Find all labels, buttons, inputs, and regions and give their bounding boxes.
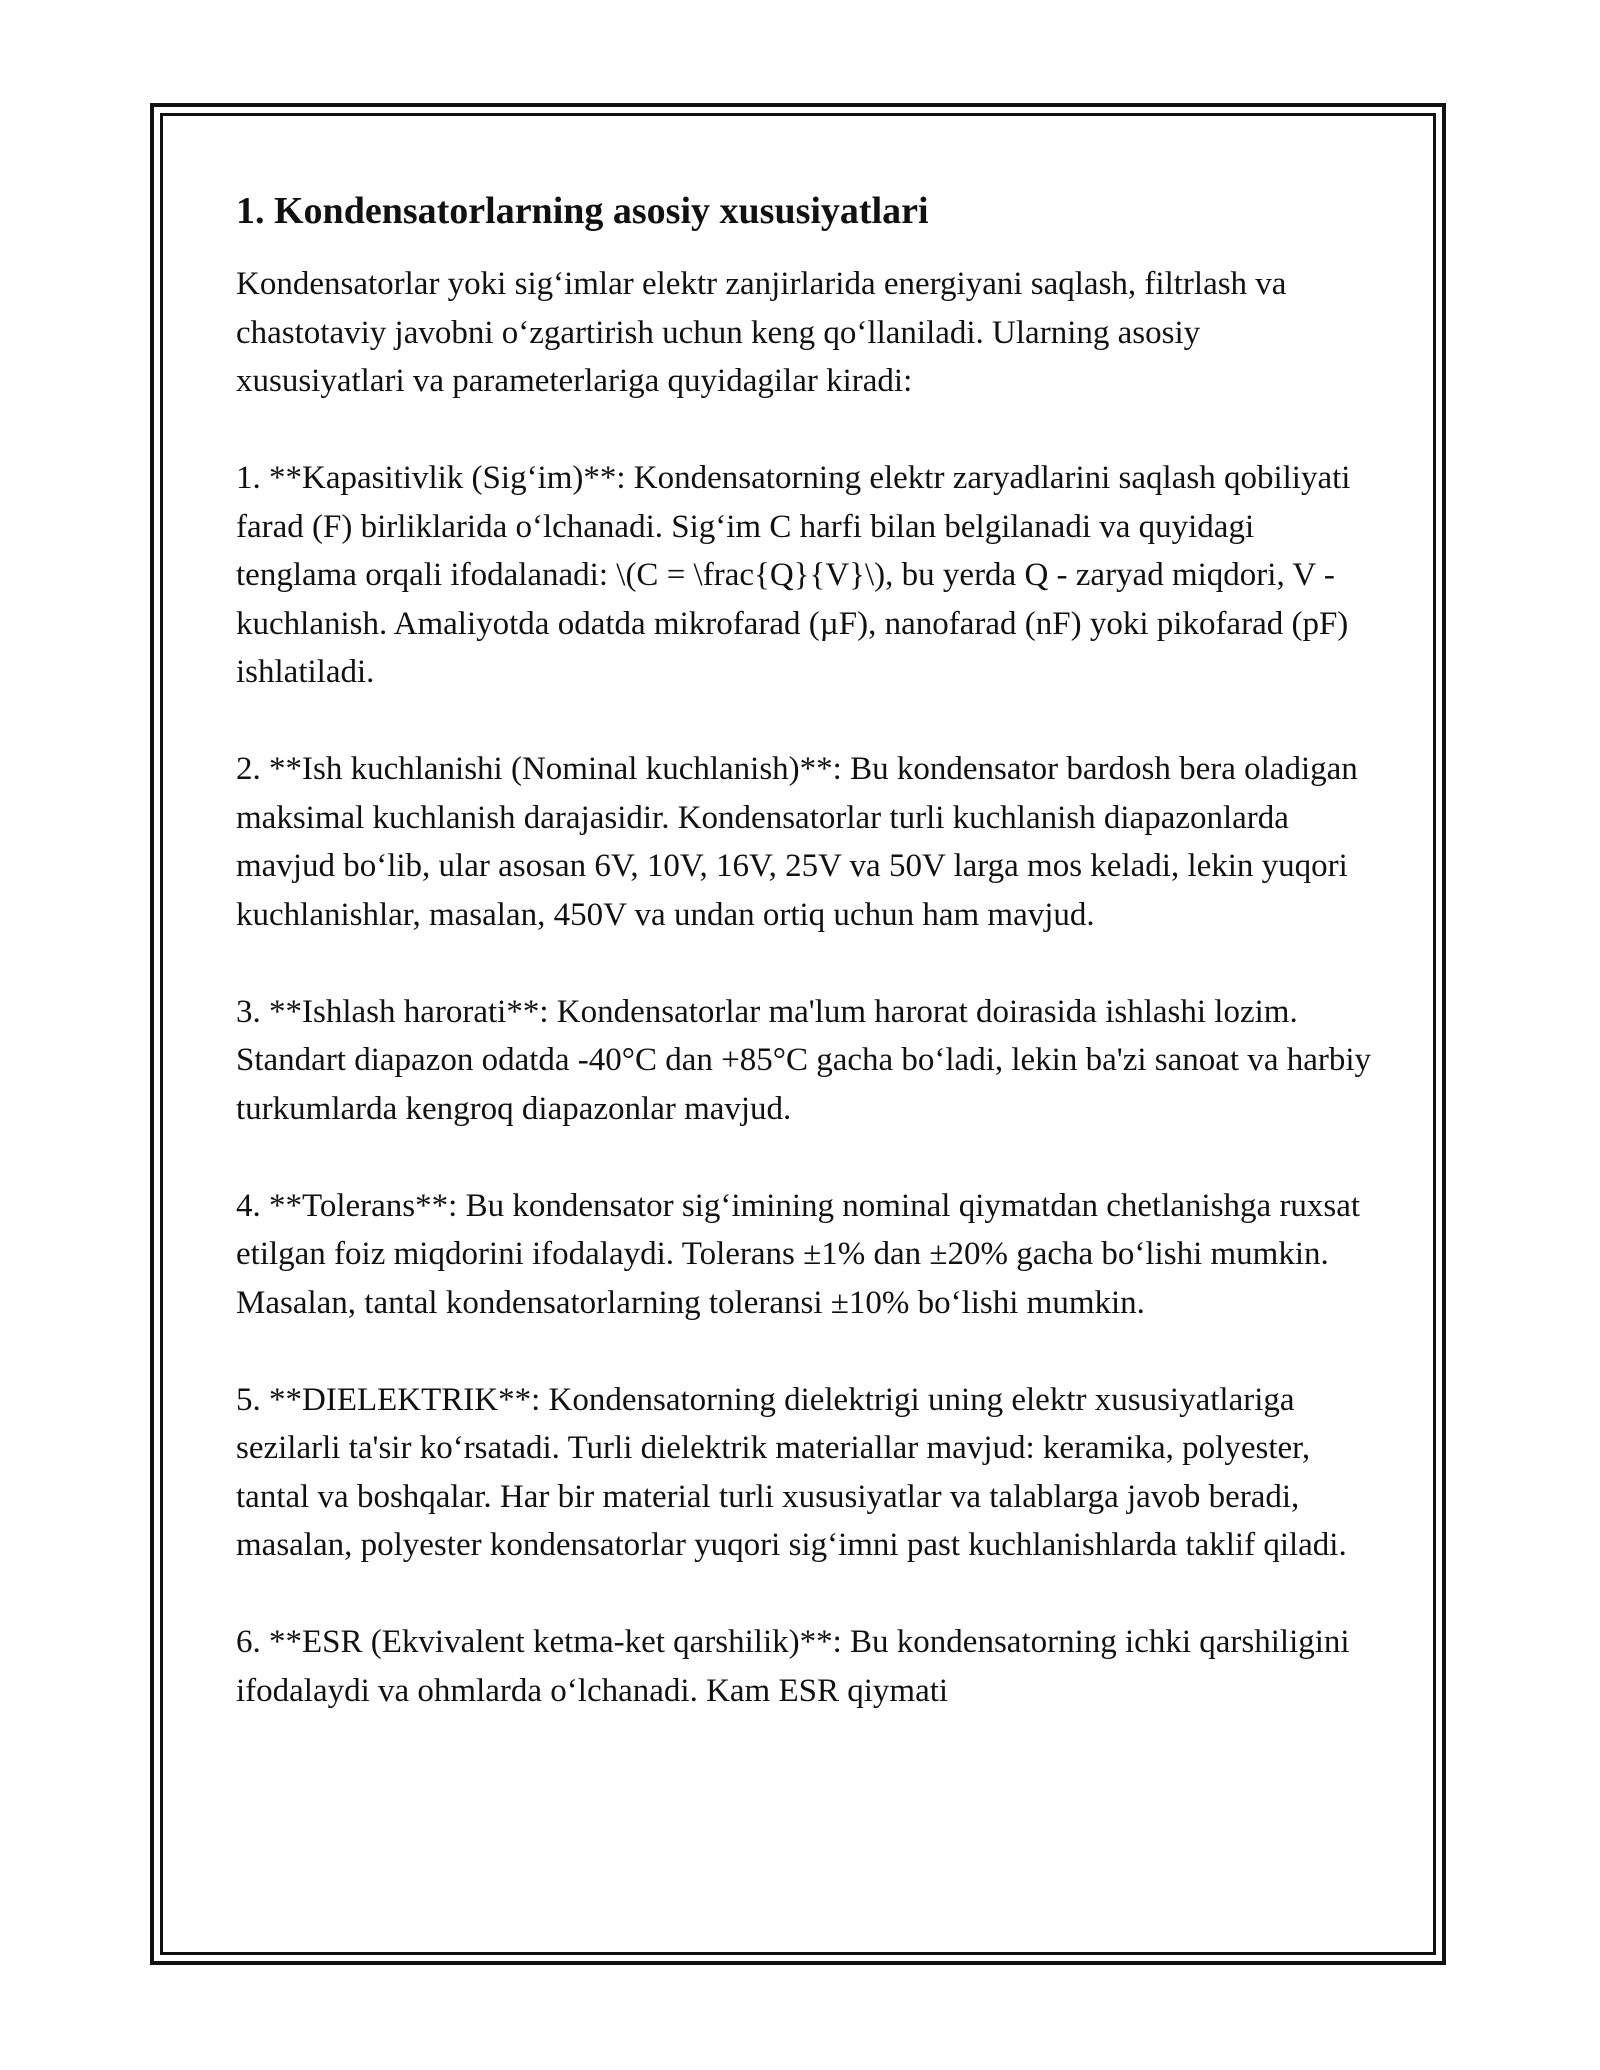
item-capacitance: 1. **Kapasitivlik (Sig‘im)**: Kondensatorning elektr zaryadlarini saqlash qobiliyati farad (F) birliklarida o‘lchanadi. Sig‘im C harfi bilan belgilanadi va quyidagi tenglama orqali ifodalanadi: \(C = \frac{Q}{V}\), bu yerda Q - zaryad miqdori, V - kuchlanish. Amaliyotda odatda mikrofarad (µF), nanofarad (nF) yoki pikofarad (pF) ishlatiladi. bbox=[236, 460, 1351, 690]
item-rated-voltage: 2. **Ish kuchlanishi (Nominal kuchlanish)**: Bu kondensator bardosh bera oladigan maksimal kuchlanish darajasidir. Kondensatorlar turli kuchlanish diapazonlarda mavjud bo‘lib, ular asosan 6V, 10V, 16V, 25V va 50V larga mos keladi, lekin yuqori kuchlanishlar, masalan, 450V va undan ortiq uchun ham mavjud. bbox=[236, 751, 1358, 933]
section-heading: 1. Kondensatorlarning asosiy xususiyatlari bbox=[236, 190, 929, 232]
item-tolerance: 4. **Tolerans**: Bu kondensator sig‘imining nominal qiymatdan chetlanishga ruxsat etilgan foiz miqdorini ifodalaydi. Tolerans ±1% dan ±20% gacha bo‘lishi mumkin. Masalan, tantal kondensatorlarning toleransi ±10% bo‘lishi mumkin. bbox=[236, 1187, 1361, 1321]
document-body bbox=[236, 186, 1376, 1764]
item-dielectric: 5. **DIELEKTRIK**: Kondensatorning dielektrigi uning elektr xususiyatlariga sezilarli ta'sir ko‘rsatadi. Turli dielektrik materiallar mavjud: keramika, polyester, tantal va boshqalar. Har bir material turli xususiyatlar va talablarga javob beradi, masalan, polyester kondensatorlar yuqori sig‘imni past kuchlanishlarda taklif qiladi. bbox=[236, 1381, 1347, 1563]
item-esr: 6. **ESR (Ekvivalent ketma-ket qarshilik)**: Bu kondensatorning ichki qarshiligini ifodalaydi va ohmlarda o‘lchanadi. Kam ESR qiymati bbox=[236, 1624, 1350, 1709]
item-operating-temperature: 3. **Ishlash harorati**: Kondensatorlar ma'lum harorat doirasida ishlashi lozim. Standart diapazon odatda -40°C dan +85°C gacha bo‘ladi, lekin ba'zi sanoat va harbiy turkumlarda kengroq diapazonlar mavjud. bbox=[236, 993, 1372, 1127]
intro-paragraph: Kondensatorlar yoki sig‘imlar elektr zanjirlarida energiyani saqlash, filtrlash va chastotaviy javobni o‘zgartirish uchun keng qo‘llaniladi. Ularning asosiy xususiyatlari va parameterlariga quyidagilar kiradi: bbox=[236, 266, 1287, 399]
